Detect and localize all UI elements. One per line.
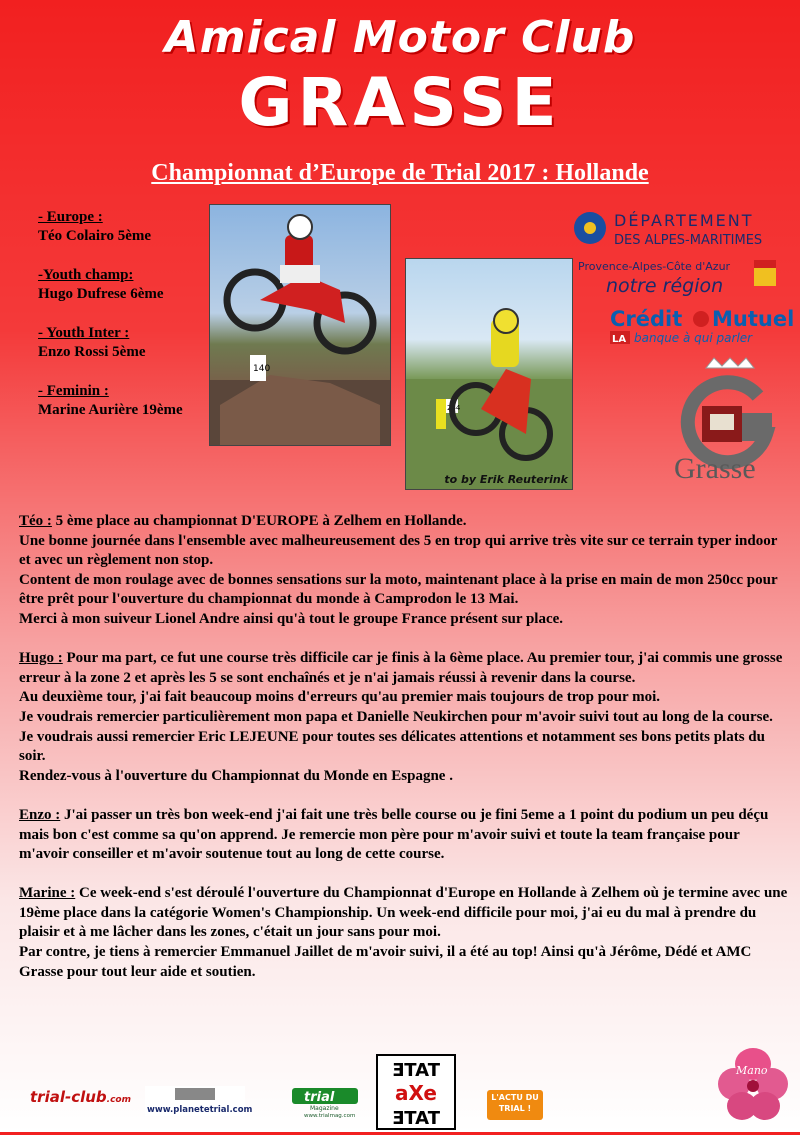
result-rider: Marine Aurière 19ème: [38, 402, 183, 418]
sponsor-trialmag-name: trial: [304, 1090, 335, 1105]
dept-line1: DÉPARTEMENT: [614, 211, 754, 230]
axe-bot: ƎTAT: [392, 1108, 440, 1129]
result-feminin: [38, 382, 208, 420]
report-marine: [19, 884, 789, 982]
planete-rider-icon: [175, 1088, 215, 1100]
grasse-name: Grasse: [674, 452, 756, 485]
mano-signature: Mano: [736, 1064, 768, 1077]
sponsor-planetetrial: [145, 1086, 253, 1116]
speaker-name: Hugo :: [19, 650, 63, 667]
club-name: Amical Motor Club: [164, 12, 636, 63]
result-youth-inter: [38, 324, 208, 362]
speaker-name: Marine :: [19, 885, 76, 902]
result-category: - Feminin :: [38, 383, 109, 399]
report-line: Rendez-vous à l'ouverture du Championnat du Monde en Espagne .: [19, 767, 453, 784]
report-line: Je voudrais remercier particulièrement mon papa et Danielle Neukirchen pour m'avoir suivi tout au long de la course. Je voudrais aussi remercier Eric LEJEUNE pour toutes ses délicates attentions et notamment ses bons petits plats du soir.: [19, 708, 773, 765]
photo-credit: to by Erik Reuterink: [444, 473, 568, 486]
sponsor-trialclub-name: trial-club: [30, 1088, 107, 1106]
headline: Championnat d’Europe de Trial 2017 : Hollande: [151, 160, 649, 186]
report-line: Content de mon roulage avec de bonnes sensations sur la moto, maintenant place à la prise en main de mon 250cc pour être prêt pour l'ouverture du championnat du monde à Camprodon le 13 Mai.: [19, 571, 778, 608]
bib-number: 140: [253, 364, 271, 374]
logo-ville-grasse: [668, 356, 786, 484]
report-teo: [19, 512, 789, 630]
report-line: Merci à mon suiveur Lionel Andre ainsi qu'à tout le groupe France présent sur place.: [19, 610, 564, 627]
logo-credit-mutuel: [608, 304, 795, 346]
result-rider: Hugo Dufrese 6ème: [38, 286, 164, 302]
reports: [19, 512, 789, 1002]
result-category: - Europe :: [38, 209, 103, 225]
axe-top: ƎTAT: [392, 1060, 440, 1081]
report-line: Ce week-end s'est déroulé l'ouverture du Championnat d'Europe en Hollande à Zelhem où je termine avec une 19ème place dans la catégorie Women's Championship. Un week-end difficile pour moi, j'ai eu du mal à prendre du plaisir et à me lâcher dans les zones, c'était un jour sans pour moi.: [19, 885, 788, 941]
region-line2: notre région: [606, 275, 724, 297]
credit-word2: Mutuel: [712, 307, 795, 331]
hibiscus-flower-icon: [718, 1048, 788, 1120]
sponsor-trialmag-url: www.trialmag.com: [304, 1113, 356, 1119]
credit-emblem-icon: [693, 311, 709, 327]
result-category: -Youth champ:: [38, 267, 134, 283]
sponsor-planete-text: www.planetetrial.com: [147, 1105, 253, 1115]
axe-mid: aXe: [395, 1081, 437, 1105]
credit-tagline: banque à qui parler: [634, 331, 753, 345]
report-line: 5 ème place au championnat D'EUROPE à Zelhem en Hollande.: [51, 513, 467, 529]
rider-illustration: [406, 259, 572, 489]
sponsor-trial-club: [30, 1088, 131, 1106]
speaker-name: Téo :: [19, 513, 52, 529]
result-category: - Youth Inter :: [38, 325, 130, 341]
sponsor-actu-du-trial: [487, 1090, 543, 1120]
sponsor-mano-flower: [718, 1042, 788, 1122]
crown-icon: [706, 358, 754, 368]
club-city: GRASSE: [238, 64, 562, 141]
photo-teo-rider: [209, 204, 391, 446]
report-line: Par contre, je tiens à remercier Emmanuel Jaillet de m'avoir suivi, il a été au top! Ainsi qu'à Jérôme, Dédé et AMC Grasse pour tout leur aide et soutien.: [19, 944, 752, 980]
result-rider: Enzo Rossi 5ème: [38, 344, 146, 360]
report-line: Pour ma part, ce fut une course très difficile car je finis à la 6ème place. Au premier tour, j'ai commis une grosse erreur à la zone 2 et après les 5 se sont enchaînés et je n'ai jamais réussi à revenir dans la course.: [19, 650, 783, 686]
credit-word1: Crédit: [610, 307, 683, 331]
result-europe: [38, 208, 208, 246]
report-hugo: [19, 649, 789, 786]
sponsor-trialclub-sub: .com: [106, 1095, 131, 1105]
sponsor-trialmag-sub: Magazine: [310, 1105, 339, 1112]
speaker-name: Enzo :: [19, 806, 61, 823]
region-line1: Provence-Alpes-Côte d'Azur: [578, 260, 731, 273]
logo-region-paca: [574, 256, 784, 298]
report-line: Une bonne journée dans l'ensemble avec malheureusement des 5 en trop qui arrive très vite sur ce terrain typer indoor et avec un règlement non stop.: [19, 532, 778, 569]
sponsor-actu-text: L'ACTU DU TRIAL !: [491, 1093, 539, 1113]
logo-departement-alpes-maritimes: [572, 208, 782, 248]
rider-illustration: [210, 205, 390, 445]
credit-tag-la: LA: [612, 334, 627, 345]
results-list: [38, 208, 208, 440]
report-enzo: [19, 806, 789, 865]
sponsor-axe: [376, 1054, 456, 1130]
report-line: Au deuxième tour, j'ai fait beaucoup moins d'erreurs qu'au premier mais toujours de trop pour moi.: [19, 689, 661, 706]
result-youth-champ: [38, 266, 208, 304]
report-line: J'ai passer un très bon week-end j'ai fait une très belle course ou je fini 5eme a 1 point du podium un peu déçu mais bon c'est comme sa qu'on apprend. Je remercie mon père pour m'avoir suivi et toute la team française pour m'avoir conseiller et m'avoir soutenue tout au long de cette course.: [19, 806, 769, 863]
bib-number: 244: [447, 404, 461, 412]
photo-enzo-rider: [405, 258, 573, 490]
result-rider: Téo Colairo 5ème: [38, 228, 152, 244]
sponsor-trial-magazine: [290, 1086, 360, 1118]
dept-line2: DES ALPES-MARITIMES: [614, 233, 763, 248]
